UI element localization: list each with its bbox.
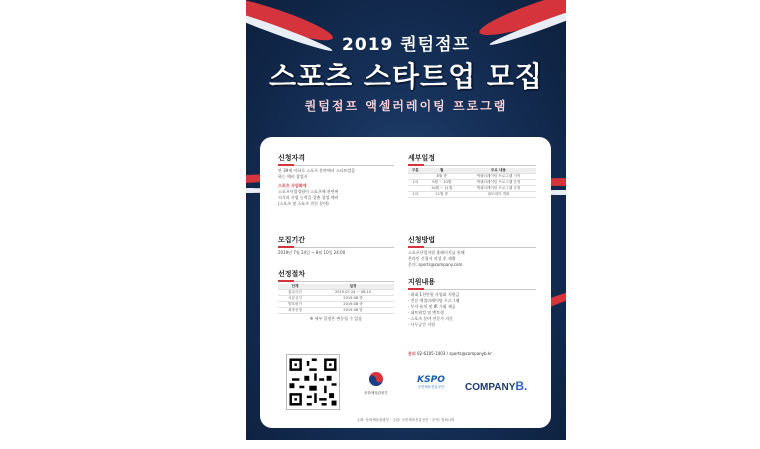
- eligibility-line: 하는 예비 창업자: [278, 174, 308, 179]
- apply-line: 문의: sports@company.com: [408, 262, 463, 267]
- table-cell: 2019.07.24 ~ 08.10: [312, 290, 394, 296]
- table-cell: 액셀러레이팅 프로그램 시작: [461, 174, 536, 180]
- table-cell: 10월 ~ 11월: [423, 186, 461, 192]
- apply-title: 신청방법: [408, 235, 536, 248]
- table-cell: 2차: [408, 192, 423, 198]
- support-line: · 최대 1천만원 사업화 지원금: [408, 292, 460, 297]
- table-header: 일정: [312, 284, 394, 290]
- period-section: [278, 235, 394, 256]
- eligibility-line: 스포츠사업경험이 스포츠에 관련된: [278, 189, 339, 194]
- table-header: 단계: [278, 284, 312, 290]
- table-cell: 액셀러레이팅 프로그램 운영: [461, 186, 536, 192]
- process-section: [278, 269, 394, 322]
- table-header: 주요 내용: [461, 168, 536, 174]
- ministry-name: 문화체육관광부: [364, 391, 388, 395]
- table-cell: 서류심사: [278, 296, 312, 302]
- taegeuk-icon: [368, 371, 384, 387]
- schedule-title: 세부일정: [408, 153, 536, 166]
- table-row: [408, 192, 536, 198]
- kspo-name: 국민체육진흥공단: [417, 385, 445, 389]
- companyb-word: COMPANY: [465, 382, 516, 393]
- process-note: ※ 세부 일정은 변동될 수 있음: [309, 316, 363, 321]
- apply-text: [408, 250, 536, 268]
- qr-code-icon: [287, 355, 339, 409]
- period-title: 모집기간: [278, 235, 394, 248]
- support-title: 지원내용: [408, 277, 536, 290]
- support-section: [408, 277, 536, 328]
- table-cell: 9월 ~ 10월: [423, 180, 461, 186]
- kspo-logo: [406, 375, 456, 390]
- support-line: · 전문 액셀러레이팅 프로그램: [408, 298, 460, 303]
- headline-main: 스포츠 스타트업 모집: [269, 60, 543, 93]
- schedule-table: [408, 168, 536, 198]
- table-cell: 2019.08 중: [312, 302, 394, 308]
- table-cell: 액셀러레이팅 프로그램 운영: [461, 180, 536, 186]
- table-cell: 8월 중: [423, 174, 461, 180]
- process-table: [278, 284, 394, 314]
- table-cell: 발표평가: [278, 302, 312, 308]
- support-line: · 사무공간 지원: [408, 322, 435, 327]
- eligibility-text: [278, 168, 394, 207]
- support-text: [408, 292, 536, 328]
- contact-line: [408, 351, 538, 357]
- apply-section: [408, 235, 536, 268]
- table-header: 월: [423, 168, 461, 174]
- table-row: [278, 308, 394, 314]
- companyb-logo: [465, 377, 540, 395]
- qr-code[interactable]: [286, 354, 340, 410]
- table-cell: 최종선정: [278, 308, 312, 314]
- eligibility-line: 만 39세 이하로 스포츠 분야에서 스타트업을: [278, 168, 356, 173]
- table-cell: 2019.08 중: [312, 296, 394, 302]
- support-line: · 투자 유치 및 IR 기회 제공: [408, 304, 456, 309]
- eligibility-line: 스포츠 사업화에: [278, 183, 307, 188]
- contact-label: 문의: [408, 351, 416, 356]
- table-cell: 2019.08 말: [312, 308, 394, 314]
- companyb-letter: B.: [515, 379, 528, 393]
- table-cell: 1차: [408, 180, 423, 186]
- info-card: [260, 137, 551, 428]
- table-header: 구분: [408, 168, 423, 174]
- support-line: · 네트워킹 및 멘토링: [408, 310, 444, 315]
- headline-sub: 퀀텀점프 액셀러레이팅 프로그램: [304, 99, 508, 113]
- ministry-logo: [356, 371, 396, 396]
- kspo-mark: KSPO: [417, 375, 445, 385]
- eligibility-title: 신청자격: [278, 153, 394, 166]
- contact-value: 02-6105-1003 / sports@companyb.kr: [417, 351, 492, 356]
- eligibility-line: (스포츠 및 스포츠 전문 분야): [278, 201, 329, 206]
- schedule-section: [408, 153, 536, 198]
- footer-text: 주최: 문화체육관광부 · 주관: 국민체육진흥공단 · 운영: 컴퍼니비: [356, 418, 455, 422]
- support-line: · 스포츠 분야 전문가 자문: [408, 316, 453, 321]
- table-cell: 데모데이 개최: [461, 192, 536, 198]
- eligibility-line: 지식과 사업 능력을 갖춘 창업 예비: [278, 195, 339, 200]
- table-cell: 접수마감: [278, 290, 312, 296]
- apply-line: 스포츠산업지원 홈페이지를 통해: [408, 250, 465, 255]
- eligibility-section: [278, 153, 394, 207]
- table-cell: 11월 중: [423, 192, 461, 198]
- headline-year: 2019 퀀텀점프: [342, 35, 470, 55]
- period-value: 2019년 7월 24일 ~ 8월 10일 24:00: [278, 250, 346, 255]
- process-title: 선정절차: [278, 269, 394, 282]
- apply-line: 온라인 신청서 작성 후 제출: [408, 256, 456, 261]
- poster: [246, 0, 566, 440]
